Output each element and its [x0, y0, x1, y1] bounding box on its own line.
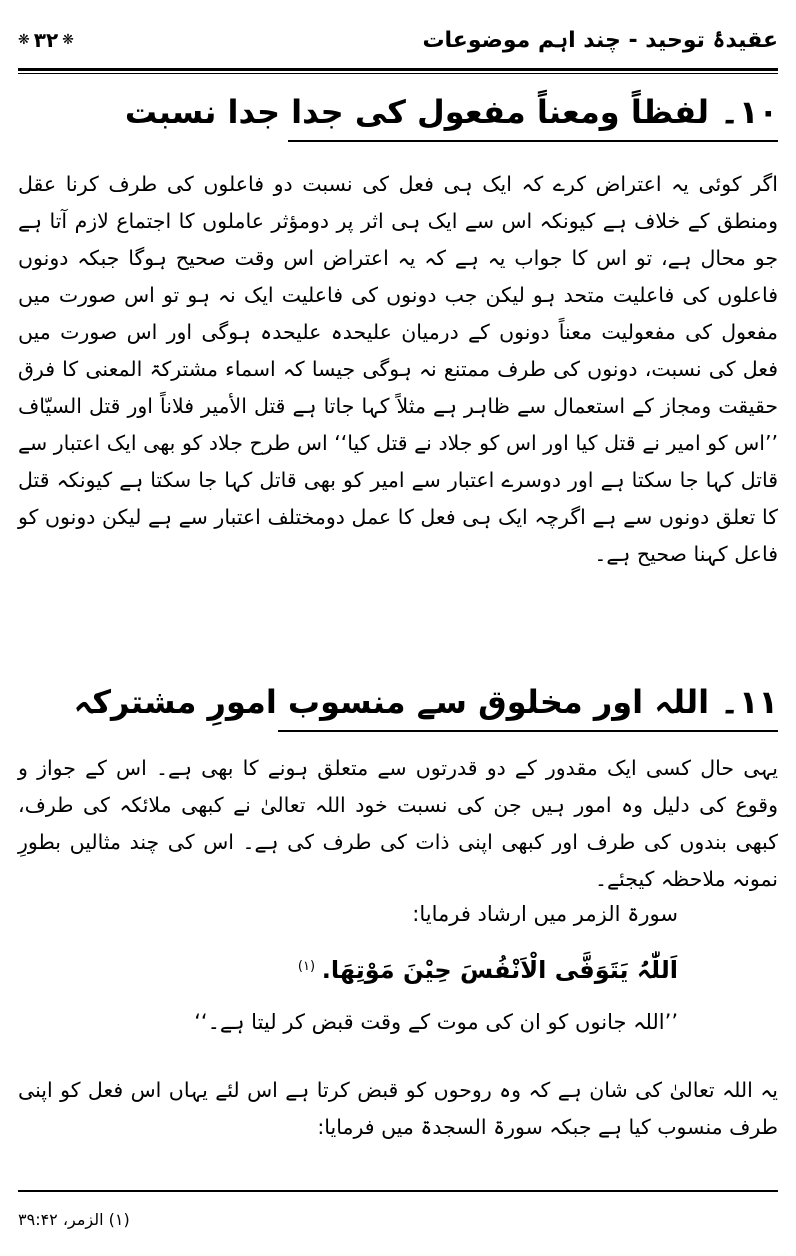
- ayah-text: اَللّٰہُ یَتَوَفَّی الْاَنْفُسَ حِیْنَ مَوْتِھَا.: [321, 956, 678, 984]
- heading-underline: [278, 730, 778, 732]
- verse-translation: ’’اللہ جانوں کو ان کی موت کے وقت قبض کر لیتا ہے۔‘‘: [194, 1010, 678, 1034]
- book-page: [18, 16, 778, 1240]
- page-header: [18, 16, 778, 64]
- section-paragraph: اگر کوئی یہ اعتراض کرے کہ ایک ہی فعل کی نسبت دو فاعلوں کی طرف کرنا عقل ومنطق کے خلاف ہے کیونکہ اس سے ایک ہی اثر پر دومؤثر عاملوں کا اجتماع لازم آتا ہے جو محال ہے، تو اس کا جواب یہ ہے کہ یہ اعتراض اس وقت صحیح ہوگا جبکہ دونوں فاعلوں کی فاعلیت متحد ہو لیکن جب دونوں کی فاعلیت ایک نہ ہو تو اس صورت میں مفعول کی مفعولیت معناً دونوں کے درمیان علیحدہ علیحدہ ہوگی اور اس صورت میں فعل کی نسبت، دونوں کی طرف ممتنع نہ ہوگی جیسا کہ اسماء مشترکۃ المعنی کا فرق حقیقت ومجاز کے استعمال سے ظاہر ہے مثلاً کہا جاتا ہے قتل الأمیر فلاناً اور قتل السیّاف ’’اس کو امیر نے قتل کیا اور اس کو جلاد نے قتل کیا‘‘ اس طرح جلاد کو بھی ایک اعتبار سے قاتل کہا جا سکتا ہے اور دوسرے اعتبار سے امیر کو بھی قاتل کہا جا سکتا ہے کیونکہ قتل کا تعلق دونوں سے ہے اگرچہ ایک ہی فعل کا عمل دومختلف اعتبار سے ہے لیکن دونوں کو فاعل کہنا صحیح ہے۔: [18, 172, 778, 566]
- running-title: عقیدۂ توحید - چند اہم موضوعات: [422, 27, 778, 53]
- footnote: (۱) الزمر، ۳۹:۴۲: [18, 1210, 130, 1229]
- surah-intro: سورۃ الزمر میں ارشاد فرمایا:: [412, 902, 678, 926]
- ornament-icon: ❋: [62, 32, 74, 48]
- closing-paragraph: یہ اللہ تعالیٰ کی شان ہے کہ وہ روحوں کو قبض کرتا ہے اس لئے یہاں اس فعل کو اپنی طرف منسوب کیا ہے جبکہ سورۃ السجدۃ میں فرمایا:: [18, 1078, 778, 1139]
- quran-verse: [298, 948, 678, 990]
- section-heading: ۱۱۔ اللہ اور مخلوق سے منسوب امورِ مشترکہ: [73, 683, 778, 721]
- page-number: ۳۲: [33, 28, 59, 52]
- section-heading: ۱۰۔ لفظاً ومعناً مفعول کی جدا جدا نسبت: [124, 93, 778, 131]
- footnote-rule: [18, 1190, 778, 1192]
- heading-underline: [288, 140, 778, 142]
- ornament-icon: ❋: [18, 32, 30, 48]
- page-number-block: [18, 28, 74, 52]
- header-rule-thin: [18, 73, 778, 74]
- section-paragraph: یہی حال کسی ایک مقدور کے دو قدرتوں سے متعلق ہونے کا بھی ہے۔ اس کے جواز و وقوع کی دلیل وہ امور ہیں جن کی نسبت خود اللہ تعالیٰ نے کبھی ملائکہ کی طرف، کبھی بندوں کی طرف اور کبھی اپنی ذات کی طرف کی ہے۔ اس کی چند مثالیں بطورِ نمونہ ملاحظہ کیجئے۔: [18, 756, 778, 891]
- footnote-marker: (۱): [297, 959, 316, 974]
- header-rule: [18, 68, 778, 71]
